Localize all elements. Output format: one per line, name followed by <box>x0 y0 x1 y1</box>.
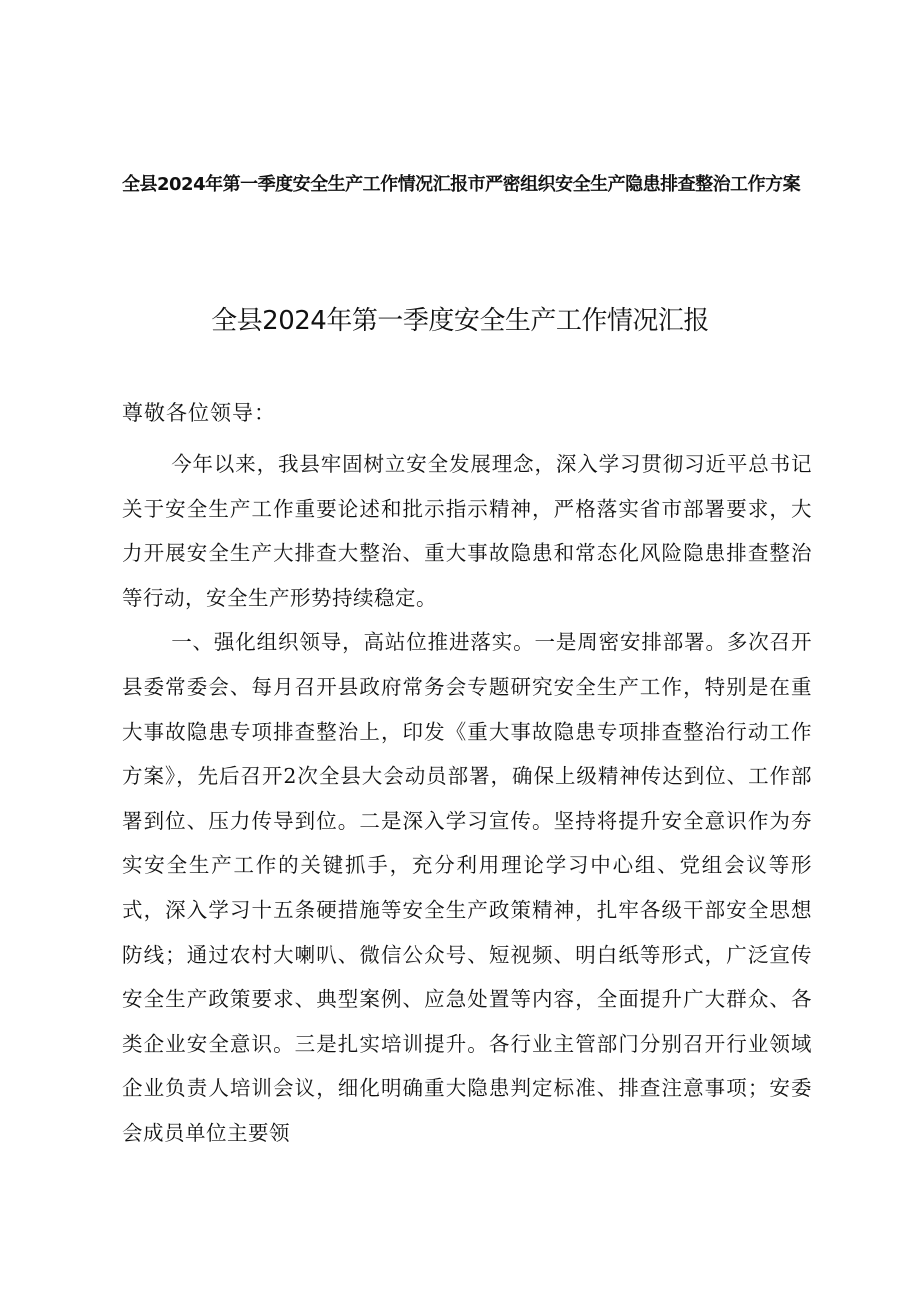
document-body <box>122 442 812 1156</box>
salutation: 尊敬各位领导： <box>122 401 276 425</box>
document-title: 全县2024年第一季度安全生产工作情况汇报 <box>211 306 709 336</box>
paragraph-intro: 今年以来，我县牢固树立安全发展理念，深入学习贯彻习近平总书记关于安全生产工作重要论述和批示指示精神，严格落实省市部署要求，大力开展安全生产大排查大整治、重大事故隐患和常态化风险隐患排查整治等行动，安全生产形势持续稳定。 <box>122 452 812 610</box>
document-header: 全县2024年第一季度安全生产工作情况汇报市严密组织安全生产隐患排查整治工作方案 <box>122 174 801 195</box>
paragraph-section-one: 一、强化组织领导，高站位推进落实。一是周密安排部署。多次召开县委常委会、每月召开县政府常务会专题研究安全生产工作，特别是在重大事故隐患专项排查整治上，印发《重大事故隐患专项排查整治行动工作方案》，先后召开2次全县大会动员部署，确保上级精神传达到位、工作部署到位、压力传导到位。二是深入学习宣传。坚持将提升安全意识作为夯实安全生产工作的关键抓手，充分利用理论学习中心组、党组会议等形式，深入学习十五条硬措施等安全生产政策精神，扎牢各级干部安全思想防线；通过农村大喇叭、微信公众号、短视频、明白纸等形式，广泛宣传安全生产政策要求、典型案例、应急处置等内容，全面提升广大群众、各类企业安全意识。三是扎实培训提升。各行业主管部门分别召开行业领域企业负责人培训会议，细化明确重大隐患判定标准、排查注意事项；安委会成员单位主要领 <box>122 630 812 1145</box>
